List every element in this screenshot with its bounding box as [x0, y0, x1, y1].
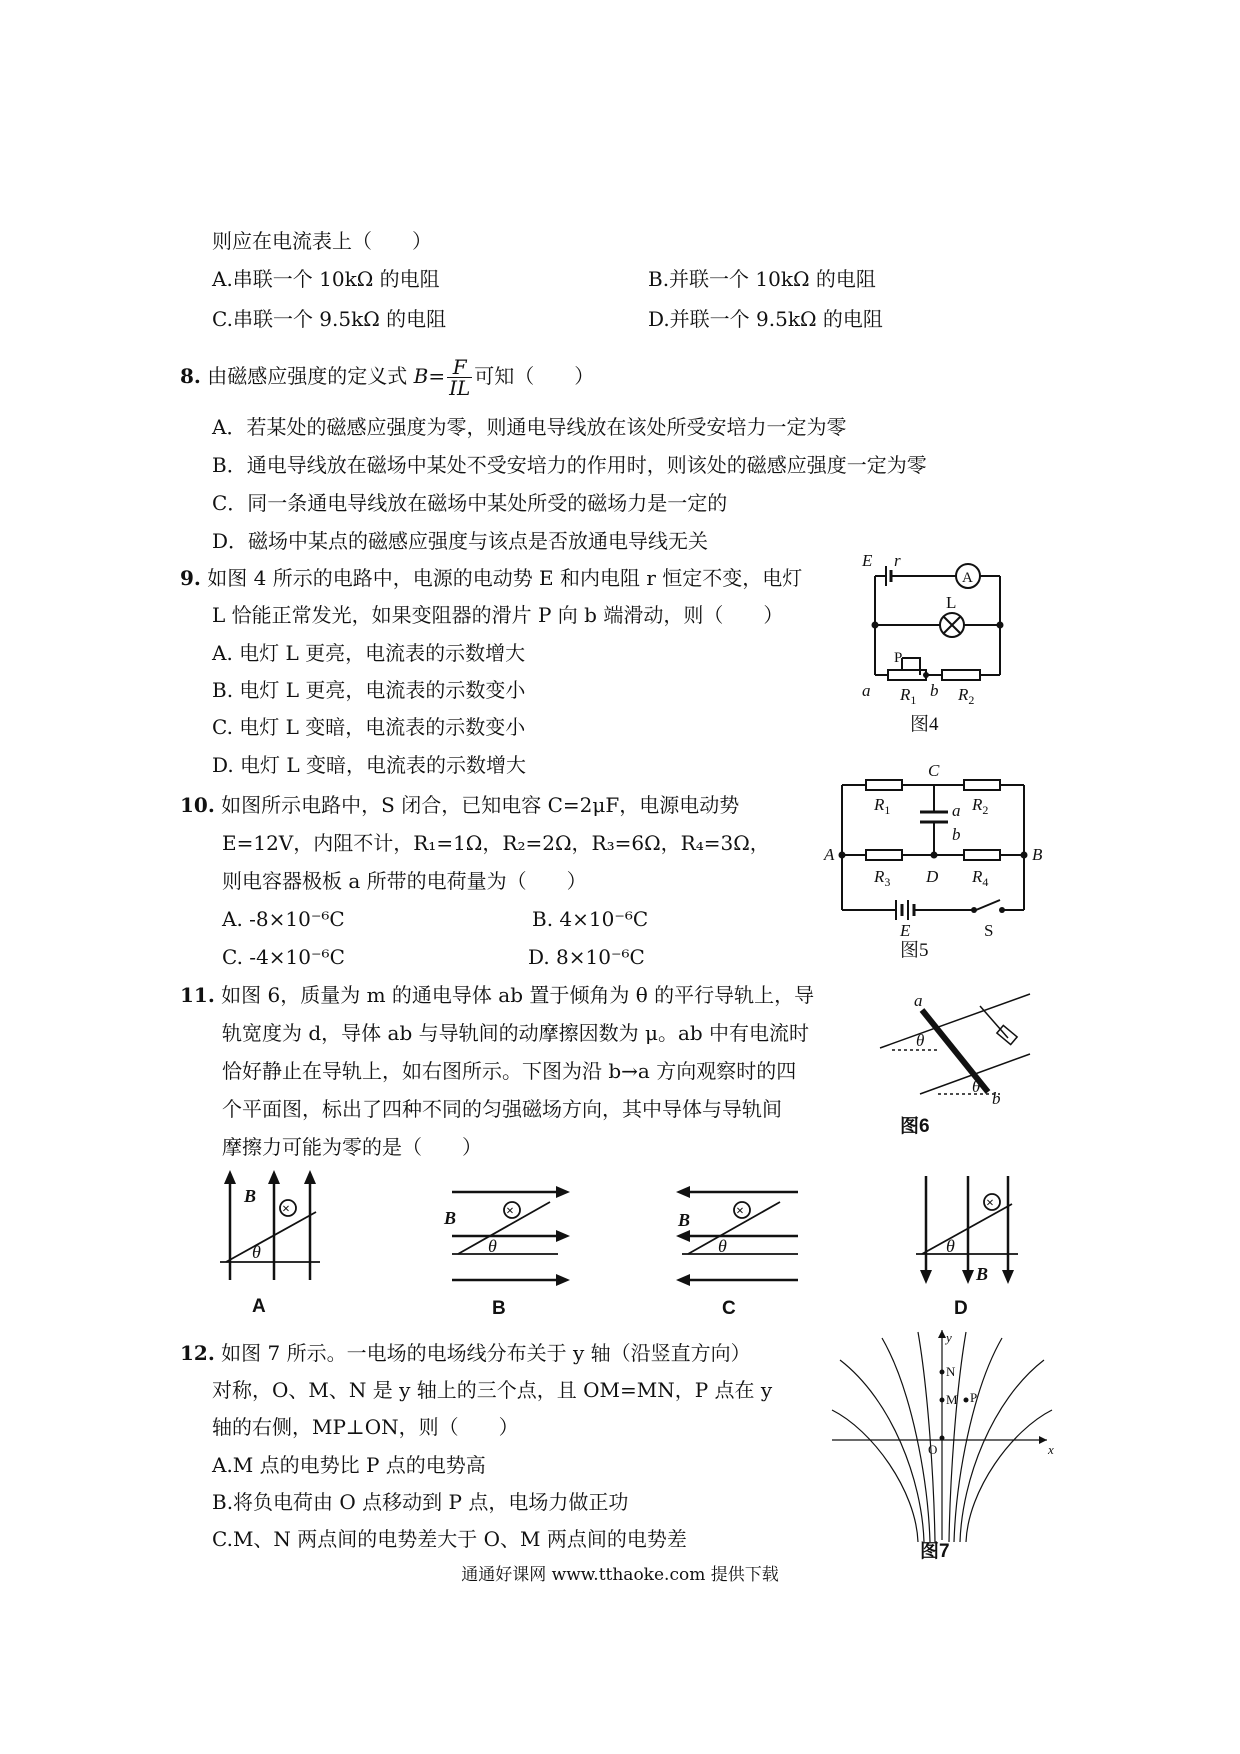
fig5-label-a: a	[952, 801, 961, 820]
q9-option-a: A. 电灯 L 更亮，电流表的示数增大	[212, 641, 526, 665]
q9-option-c: C. 电灯 L 变暗，电流表的示数变小	[212, 715, 526, 739]
fig5-label-S: S	[984, 921, 994, 940]
fig6-label-b: b	[992, 1089, 1001, 1108]
q8-formula-fraction	[447, 357, 472, 398]
q11-line1	[180, 980, 814, 1010]
q8-number: 8.	[180, 364, 201, 388]
fig6-theta-left: θ	[916, 1031, 925, 1050]
q10-option-b: B. 4×10⁻⁶C	[532, 907, 649, 931]
fig7-label-N: N	[946, 1364, 956, 1379]
q9-number: 9.	[180, 566, 201, 590]
q8-formula-eq: =	[428, 364, 446, 388]
q12-line2: 对称，O、M、N 是 y 轴上的三个点，且 OM=MN，P 点在 y	[212, 1378, 773, 1402]
optD-B-label: B	[976, 1264, 989, 1284]
q7-option-c: C.串联一个 9.5kΩ 的电阻	[212, 307, 447, 331]
fig6-caption: 图6	[900, 1116, 930, 1137]
fig7-label-O: O	[928, 1442, 938, 1457]
q11-option-a-diagram	[210, 1170, 330, 1320]
q11-number: 11.	[180, 983, 215, 1007]
q7-stem-tail: 则应在电流表上（ ）	[212, 229, 432, 253]
q12-line1	[180, 1338, 751, 1368]
q7-option-b: B.并联一个 10kΩ 的电阻	[648, 267, 876, 291]
q8-option-c: C．同一条通电导线放在磁场中某处所受的磁场力是一定的	[212, 491, 728, 515]
q7-option-a: A.串联一个 10kΩ 的电阻	[212, 267, 440, 291]
fig5-label-R2-sub: 2	[982, 803, 989, 817]
fig5-label-b: b	[952, 825, 961, 844]
q10-line3: 则电容器极板 a 所带的电荷量为（ ）	[222, 869, 587, 893]
fig4-label-b: b	[930, 681, 939, 700]
fig4-ammeter-A: A	[962, 570, 973, 586]
fig5-label-R4-sub: 4	[982, 875, 989, 889]
optC-theta: θ	[718, 1236, 727, 1256]
fig7-label-x: x	[1048, 1442, 1054, 1457]
fig6-label-a: a	[914, 991, 923, 1010]
figure-6-incline-rails	[880, 990, 1040, 1140]
q8-stem-post: 可知（ ）	[474, 364, 595, 388]
q8-formula-lhs: B	[413, 364, 429, 388]
optA-cross-icon: ×	[282, 1202, 290, 1217]
optA-theta: θ	[252, 1242, 261, 1262]
q10-option-c: C. -4×10⁻⁶C	[222, 945, 345, 969]
optC-cross-icon: ×	[736, 1204, 744, 1219]
q8-option-d: D．磁场中某点的磁感应强度与该点是否放通电导线无关	[212, 529, 709, 553]
fig4-caption: 图4	[910, 714, 939, 735]
q8-stem	[180, 354, 594, 398]
fig5-label-R1-sub: 1	[884, 803, 891, 817]
q8-option-b: B．通电导线放在磁场中某处不受安培力的作用时，则该处的磁感应强度一定为零	[212, 453, 927, 477]
q9-line1-text: 如图 4 所示的电路中，电源的电动势 E 和内电阻 r 恒定不变，电灯	[207, 566, 803, 590]
q12-option-c: C.M、N 两点间的电势差大于 O、M 两点间的电势差	[212, 1527, 687, 1551]
q11-option-b-diagram	[440, 1180, 580, 1320]
figure-4-circuit	[860, 550, 1020, 740]
optD-cross-icon: ×	[986, 1196, 994, 1211]
q10-line1	[180, 790, 739, 820]
q11-option-d-diagram	[908, 1172, 1028, 1322]
fig5-caption: 图5	[900, 940, 929, 961]
figure-7-field-lines	[832, 1330, 1062, 1560]
optD-label: D	[954, 1298, 968, 1319]
fig4-label-R1-main: R	[900, 685, 911, 704]
fig4-label-a: a	[862, 681, 871, 700]
fig5-label-R3-sub: 3	[884, 875, 891, 889]
fig5-label-E: E	[900, 921, 911, 940]
fig5-label-R4-main: R	[972, 867, 983, 886]
optB-cross-icon: ×	[506, 1204, 514, 1219]
figure-5-circuit	[824, 760, 1054, 960]
fig4-label-L: L	[946, 593, 957, 612]
q11-line2: 轨宽度为 d，导体 ab 与导轨间的动摩擦因数为 μ。ab 中有电流时	[222, 1021, 810, 1045]
q12-option-b: B.将负电荷由 O 点移动到 P 点，电场力做正功	[212, 1490, 629, 1514]
q7-option-d: D.并联一个 9.5kΩ 的电阻	[648, 307, 883, 331]
q10-line1-text: 如图所示电路中，S 闭合，已知电容 C=2μF，电源电动势	[221, 793, 740, 817]
q10-number: 10.	[180, 793, 215, 817]
q10-line2: E=12V，内阻不计，R₁=1Ω，R₂=2Ω，R₃=6Ω，R₄=3Ω，	[222, 831, 770, 855]
optB-label: B	[492, 1298, 506, 1319]
q12-line3: 轴的右侧，MP⊥ON，则（ ）	[212, 1415, 519, 1439]
fig4-label-R2-sub: 2	[968, 693, 975, 707]
optA-B-label: B	[244, 1186, 257, 1206]
q8-formula-numerator: F	[447, 357, 472, 378]
fig5-label-A: A	[824, 845, 835, 864]
q12-option-a: A.M 点的电势比 P 点的电势高	[212, 1453, 486, 1477]
q11-line5: 摩擦力可能为零的是（ ）	[222, 1135, 482, 1159]
fig5-label-D: D	[926, 867, 939, 886]
optA-label: A	[252, 1296, 266, 1317]
q9-option-b: B. 电灯 L 更亮，电流表的示数变小	[212, 678, 526, 702]
q8-stem-pre: 由磁感应强度的定义式	[207, 364, 414, 388]
fig5-label-R1-main: R	[874, 795, 885, 814]
fig5-label-R1	[873, 795, 890, 817]
q12-line1-text: 如图 7 所示。一电场的电场线分布关于 y 轴（沿竖直方向）	[221, 1341, 751, 1365]
fig5-label-R2	[971, 795, 988, 817]
optB-B-label: B	[444, 1208, 457, 1228]
q8-option-a: A．若某处的磁感应强度为零，则通电导线放在该处所受安培力一定为零	[212, 415, 847, 439]
q11-line1-text: 如图 6，质量为 m 的通电导体 ab 置于倾角为 θ 的平行导轨上，导	[221, 983, 815, 1007]
fig4-label-R2	[957, 685, 974, 707]
fig4-label-R1-sub: 1	[910, 693, 917, 707]
q9-option-d: D. 电灯 L 变暗，电流表的示数增大	[212, 753, 527, 777]
q10-option-a: A. -8×10⁻⁶C	[222, 907, 345, 931]
fig5-label-R2-main: R	[972, 795, 983, 814]
optB-theta: θ	[488, 1236, 497, 1256]
fig5-label-R3	[873, 867, 890, 889]
fig4-label-r: r	[894, 551, 901, 570]
fig4-label-P: P	[894, 650, 903, 666]
optD-theta: θ	[946, 1236, 955, 1256]
q8-formula-denominator: IL	[449, 376, 471, 400]
fig7-label-y: y	[946, 1330, 952, 1345]
q9-line1	[180, 563, 802, 593]
optC-label: C	[722, 1298, 736, 1319]
fig6-theta-right: θ	[972, 1077, 981, 1096]
fig4-label-R2-main: R	[958, 685, 969, 704]
q9-line2: L 恰能正常发光，如果变阻器的滑片 P 向 b 端滑动，则（ ）	[212, 603, 784, 627]
fig4-label-E: E	[862, 551, 873, 570]
q11-option-c-diagram	[670, 1180, 810, 1320]
page-footer: 通通好课网 www.tthaoke.com 提供下载	[461, 1565, 779, 1585]
fig7-caption: 图7	[920, 1541, 950, 1562]
fig7-label-P: P	[970, 1390, 978, 1405]
fig5-label-B: B	[1032, 845, 1043, 864]
fig5-label-C: C	[928, 761, 940, 780]
optC-B-label: B	[678, 1210, 691, 1230]
fig5-label-R3-main: R	[874, 867, 885, 886]
fig7-label-M: M	[946, 1392, 958, 1407]
fig5-label-R4	[971, 867, 988, 889]
q10-option-d: D. 8×10⁻⁶C	[528, 945, 645, 969]
q12-number: 12.	[180, 1341, 215, 1365]
fig4-label-R1	[899, 685, 916, 707]
q11-line4: 个平面图，标出了四种不同的匀强磁场方向，其中导体与导轨间	[222, 1097, 782, 1121]
q11-line3: 恰好静止在导轨上，如右图所示。下图为沿 b→a 方向观察时的四	[222, 1059, 797, 1083]
